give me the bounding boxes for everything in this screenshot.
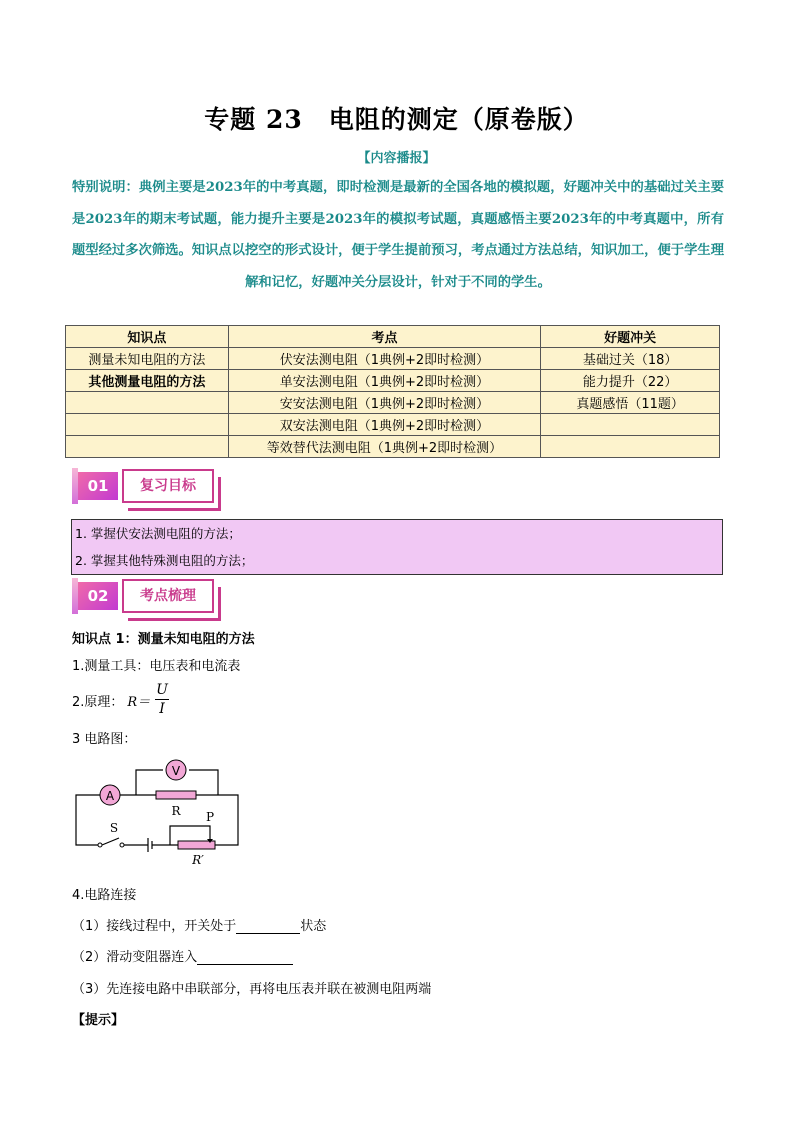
formula-numerator: U [156,682,168,698]
step-2 [72,946,293,965]
step-2-text: （2）滑动变阻器连入 [72,950,198,965]
table-row [66,414,720,436]
rheostat-label: R′ [192,853,204,867]
circuit-label: 3 电路图： [72,732,137,747]
section-label: 复习目标 [122,469,214,503]
formula-fraction [155,682,169,718]
ammeter-label: A [105,789,115,803]
table-cell: 真题感悟（11题） [541,392,720,414]
table-header-row [66,326,720,348]
switch-label: S [109,821,119,835]
section-badge-key-points [72,578,220,622]
circuit-diagram [70,757,250,869]
table-cell: 单安法测电阻（1典例+2即时检测） [228,370,540,392]
table-header: 知识点 [66,326,229,348]
slider-label: P [205,810,215,824]
goal-item: 2. 掌握其他特殊测电阻的方法； [75,553,254,568]
step-1-suffix: 状态 [300,919,327,934]
resistor-icon [156,791,196,799]
step-1-text: （1）接线过程中，开关处于 [72,919,237,934]
formula-denominator: I [159,701,165,717]
special-note: 特别说明：典例主要是2023年的中考真题，即时检测是最新的全国各地的模拟题，好题冲关中的基础过关主要是2023年的期末考试题，能力提升主要是2023年的模拟考试题，真题感悟主要2023年的中考真题中，所有题型经过多次筛选。知识点以挖空的形式设计，便于学生提前预习，考点通过方法总结，知识加工，便于学生理解和记忆，好题冲关分层设计，针对于不同的学生。 [72,180,724,290]
page-title: 专题 23 电阻的测定（原卷版） [204,105,589,134]
table-cell [66,414,229,436]
content-broadcast-heading: 【内容播报】 [357,151,436,166]
circuit-connection-title: 4.电路连接 [72,888,137,903]
switch-contact [98,843,102,847]
measurement-tools: 1.测量工具：电压表和电流表 [72,659,241,674]
table-cell [541,414,720,436]
table-header: 考点 [228,326,540,348]
table-cell [66,436,229,458]
table-row [66,436,720,458]
formula-lhs: R＝ [127,695,151,710]
table-cell: 能力提升（22） [541,370,720,392]
hint-heading: 【提示】 [72,1013,125,1028]
table-row [66,392,720,414]
table-cell [66,392,229,414]
section-badge-review-goals [72,468,220,512]
table-cell: 伏安法测电阻（1典例+2即时检测） [228,348,540,370]
fill-blank [236,918,300,934]
section-label: 考点梳理 [122,579,214,613]
switch-contact [120,843,124,847]
resistor-label: R [171,804,181,818]
section-number: 02 [78,582,118,610]
table-cell: 双安法测电阻（1典例+2即时检测） [228,414,540,436]
table-cell: 其他测量电阻的方法 [66,370,229,392]
table-cell: 等效替代法测电阻（1典例+2即时检测） [228,436,540,458]
voltmeter-label: V [171,764,181,778]
review-goals-box [71,519,723,575]
principle-text: 2.原理： [72,695,124,710]
section-number: 01 [78,472,118,500]
table-cell [541,436,720,458]
knowledge-point-title: 知识点 1：测量未知电阻的方法 [72,632,255,647]
fill-blank [197,949,293,965]
table-row [66,370,720,392]
table-cell: 安安法测电阻（1典例+2即时检测） [228,392,540,414]
table-cell: 基础过关（18） [541,348,720,370]
table-row [66,348,720,370]
principle-label [72,691,150,710]
table-header: 好题冲关 [541,326,720,348]
table-cell: 测量未知电阻的方法 [66,348,229,370]
step-1 [72,915,326,934]
goal-item: 1. 掌握伏安法测电阻的方法； [75,526,241,541]
step-3: （3）先连接电路中串联部分，再将电压表并联在被测电阻两端 [72,982,432,997]
overview-table [65,325,720,458]
